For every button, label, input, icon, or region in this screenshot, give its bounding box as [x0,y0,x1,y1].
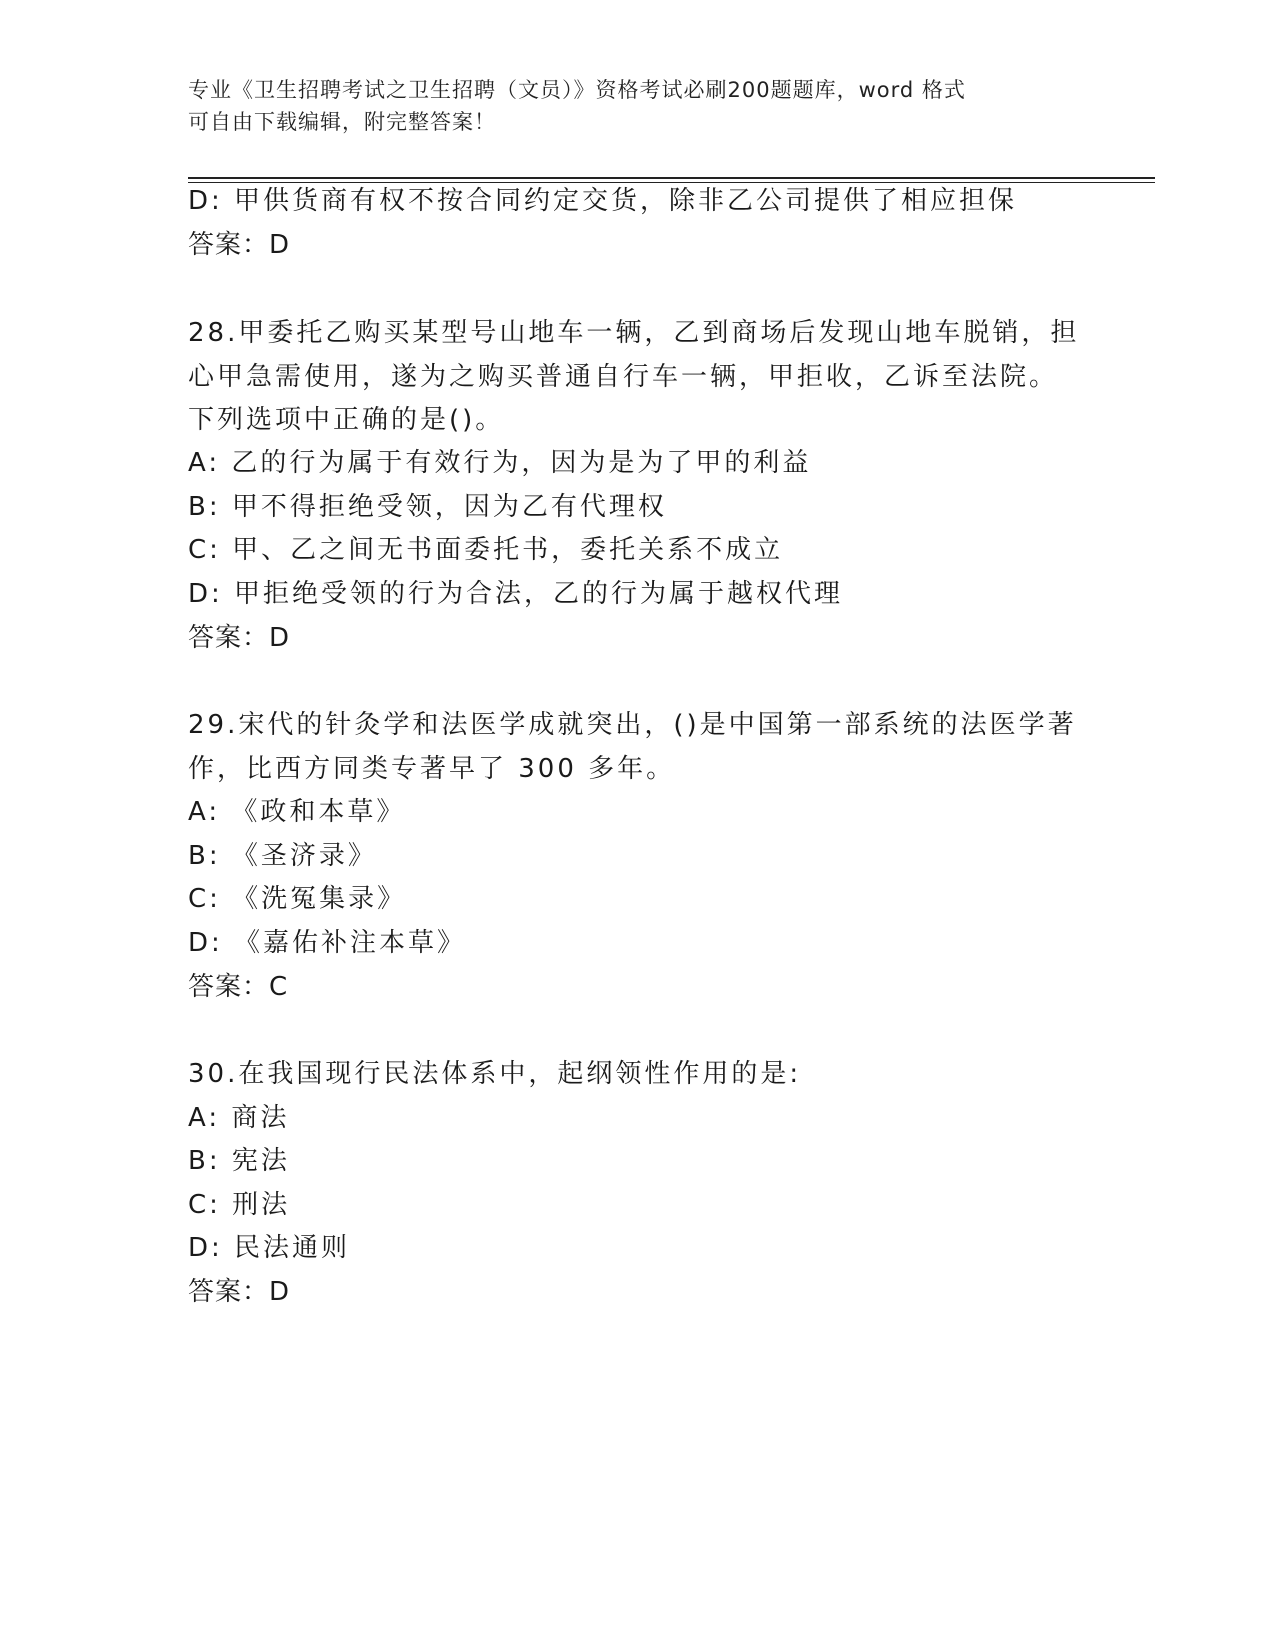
q28-option-b: B: 甲不得拒绝受领，因为乙有代理权 [188,492,667,522]
q29-option-c: C: 《洗冤集录》 [188,884,407,914]
q30-stem-line-1: 30.在我国现行民法体系中，起纲领性作用的是: [188,1059,802,1089]
q28-option-a: A: 乙的行为属于有效行为，因为是为了甲的利益 [188,448,812,478]
q30-option-d: D: 民法通则 [188,1233,351,1263]
q29-option-a: A: 《政和本草》 [188,797,406,827]
q28-stem-line-3: 下列选项中正确的是()。 [188,405,505,435]
header-title-line-1: 专业《卫生招聘考试之卫生招聘（文员）》资格考试必刷200题题库，word 格式 [188,78,966,102]
q30-option-b: B: 宪法 [188,1146,290,1176]
document-header [188,74,1078,138]
q29-answer: 答案：C [188,972,289,1002]
q30-answer: 答案：D [188,1277,291,1307]
q28-option-d: D: 甲拒绝受领的行为合法，乙的行为属于越权代理 [188,579,844,609]
q28-option-c: C: 甲、乙之间无书面委托书，委托关系不成立 [188,535,784,565]
q28-answer: 答案：D [188,623,291,653]
q30-option-a: A: 商法 [188,1103,290,1133]
q28-stem-line-2: 心甲急需使用，遂为之购买普通自行车一辆，甲拒收，乙诉至法院。 [188,362,1059,392]
q30-option-c: C: 刑法 [188,1190,291,1220]
q27-option-d: D: 甲供货商有权不按合同约定交货，除非乙公司提供了相应担保 [188,186,1018,216]
q29-stem-line-1: 29.宋代的针灸学和法医学成就突出，()是中国第一部系统的法医学著 [188,710,1077,740]
q27-answer: 答案：D [188,230,291,260]
q28-stem-line-1: 28.甲委托乙购买某型号山地车一辆，乙到商场后发现山地车脱销，担 [188,318,1080,348]
q29-stem-line-2: 作，比西方同类专著早了 300 多年。 [188,754,676,784]
q29-option-d: D: 《嘉佑补注本草》 [188,928,467,958]
header-title-line-2: 可自由下载编辑，附完整答案！ [188,110,496,134]
q29-option-b: B: 《圣济录》 [188,841,377,871]
